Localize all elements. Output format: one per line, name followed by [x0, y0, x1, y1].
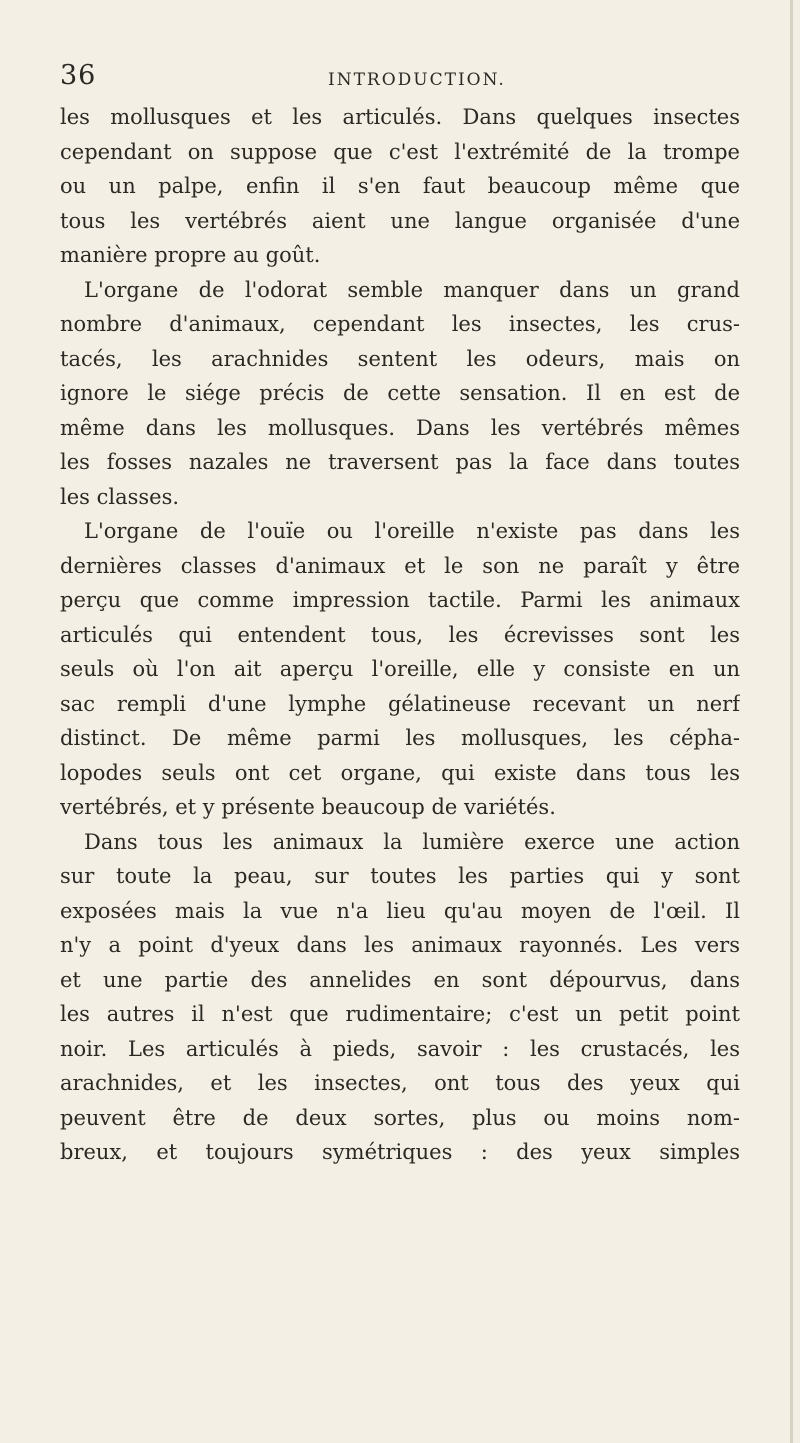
text-line: les fosses nazales ne traversent pas la face dans toutes	[60, 450, 740, 474]
text-line: lopodes seuls ont cet organe, qui existe dans tous les	[60, 760, 740, 785]
body-text	[60, 100, 740, 1170]
text-line: ou un palpe, enfin il s'en faut beaucoup même que	[60, 174, 740, 198]
page-edge	[790, 0, 793, 1443]
text-line: les classes.	[60, 484, 180, 509]
text-line: les autres il n'est que rudimentaire; c'est un petit point	[60, 1002, 740, 1026]
text-line: tacés, les arachnides sentent les odeurs, mais on	[60, 346, 740, 371]
text-line: les mollusques et les articulés. Dans quelques insectes	[60, 105, 740, 129]
text-line: noir. Les articulés à pieds, savoir : les crustacés, les	[60, 1036, 740, 1061]
text-line: peuvent être de deux sortes, plus ou moins nom-	[60, 1105, 740, 1130]
text-line: même dans les mollusques. Dans les vertébrés mêmes	[60, 415, 740, 440]
text-line: breux, et toujours symétriques : des yeux simples	[60, 1140, 740, 1164]
text-line: exposées mais la vue n'a lieu qu'au moyen de l'œil. Il	[60, 898, 740, 923]
text-line: Dans tous les animaux la lumière exerce une action	[84, 829, 740, 854]
text-line: dernières classes d'animaux et le son ne paraît y être	[60, 553, 740, 578]
text-line: nombre d'animaux, cependant les insectes, les crus-	[60, 312, 740, 336]
text-line: tous les vertébrés aient une langue organisée d'une	[60, 208, 740, 233]
text-line: manière propre au goût.	[60, 243, 321, 267]
text-line: L'organe de l'odorat semble manquer dans un grand	[84, 277, 740, 302]
text-line: n'y a point d'yeux dans les animaux rayonnés. Les vers	[60, 933, 740, 957]
text-line: sur toute la peau, sur toutes les parties qui y sont	[60, 864, 740, 888]
text-line: et une partie des annelides en sont dépourvus, dans	[60, 967, 740, 992]
text-line: ignore le siége précis de cette sensation. Il en est de	[60, 381, 740, 405]
page-number: 36	[60, 60, 97, 91]
text-line: L'organe de l'ouïe ou l'oreille n'existe pas dans les	[84, 519, 740, 543]
text-line: seuls où l'on ait aperçu l'oreille, elle y consiste en un	[60, 657, 740, 681]
text-line: vertébrés, et y présente beaucoup de variétés.	[60, 795, 556, 819]
running-head: INTRODUCTION.	[328, 70, 506, 90]
text-line: perçu que comme impression tactile. Parmi les animaux	[60, 588, 740, 612]
text-line: cependant on suppose que c'est l'extrémité de la trompe	[60, 139, 740, 164]
page-header	[60, 60, 740, 100]
text-line: arachnides, et les insectes, ont tous des yeux qui	[60, 1071, 740, 1095]
text-line: distinct. De même parmi les mollusques, les cépha-	[60, 726, 740, 750]
text-line: articulés qui entendent tous, les écrevisses sont les	[60, 622, 740, 647]
text-line: sac rempli d'une lymphe gélatineuse recevant un nerf	[60, 691, 740, 716]
